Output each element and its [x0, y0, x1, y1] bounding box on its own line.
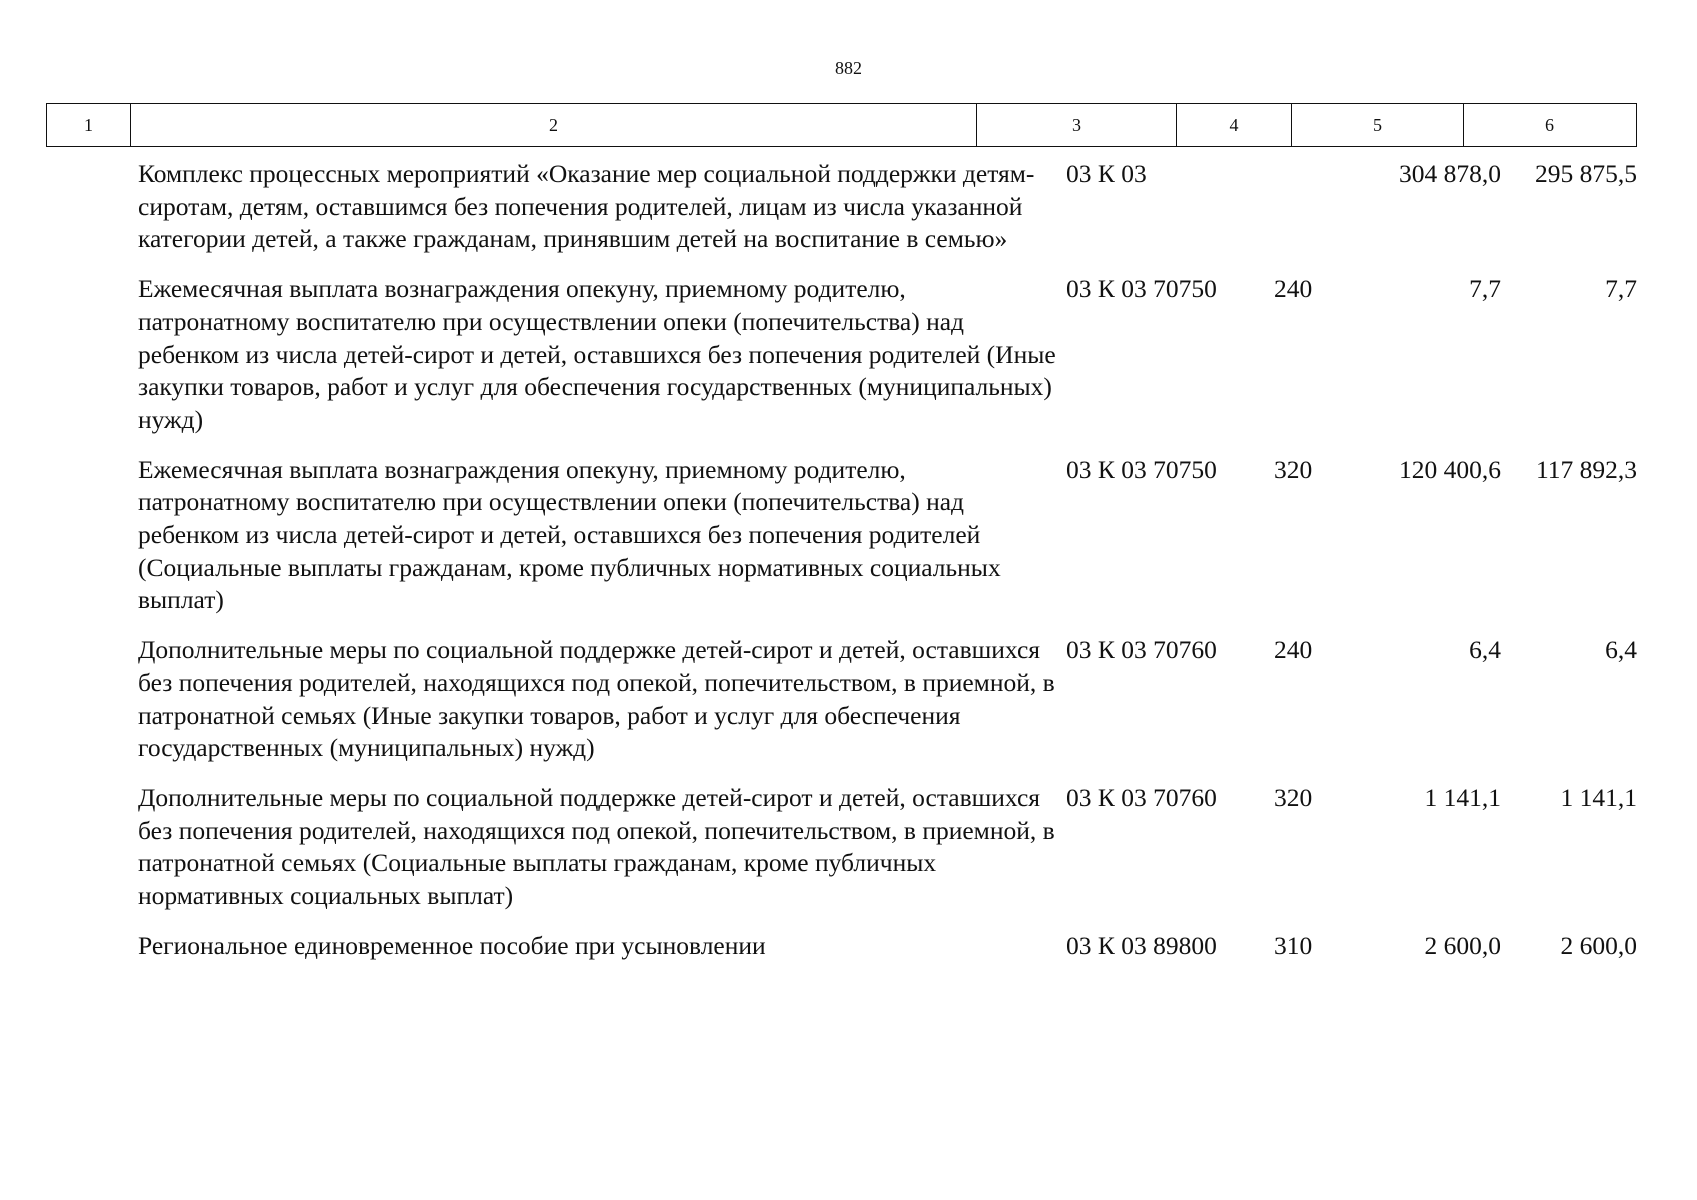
row-code: 03 К 03	[1066, 159, 1147, 188]
header-col-1: 1	[84, 114, 93, 135]
row-sum-col6: 6,4	[1605, 635, 1637, 665]
table-body	[46, 158, 1637, 979]
table-row	[46, 158, 1637, 256]
row-name: Региональное единовременное пособие при усыновлении	[138, 930, 766, 960]
row-code: 03 К 03 70750	[1066, 454, 1217, 484]
row-sum-col5: 7,7	[1469, 274, 1501, 304]
row-expense-type: 320	[1274, 454, 1313, 484]
row-name: Дополнительные меры по социальной поддержке детей-сирот и детей, оставшихся без попечения родителей, находящихся под опекой, попечительством, в приемной, в патронатной семьях (Социальные выплаты гражданам, кроме публичных нормативных социальных выплат)	[138, 782, 1055, 911]
page-number: 882	[835, 58, 862, 78]
table-row	[46, 273, 1637, 437]
table-row	[46, 930, 1637, 963]
row-sum-col5: 6,4	[1469, 635, 1501, 665]
table-row	[46, 634, 1637, 765]
header-col-3: 3	[976, 104, 1176, 146]
row-code: 03 К 03 89800	[1066, 930, 1217, 960]
table-row	[46, 454, 1637, 618]
row-expense-type: 320	[1274, 782, 1313, 812]
row-sum-col5: 2 600,0	[1424, 930, 1501, 960]
row-name: Дополнительные меры по социальной поддержке детей-сирот и детей, оставшихся без попечения родителей, находящихся под опекой, попечительством, в приемной, в патронатной семьях (Иные закупки товаров, работ и услуг для обеспечения государственных (муниципальных) нужд)	[138, 635, 1055, 763]
row-sum-col6: 117 892,3	[1535, 454, 1637, 484]
row-sum-col6: 2 600,0	[1560, 930, 1637, 960]
row-sum-col5: 120 400,6	[1399, 454, 1501, 484]
row-code: 03 К 03 70760	[1066, 635, 1217, 665]
header-col-5: 5	[1291, 104, 1463, 146]
row-sum-col5: 1 141,1	[1424, 782, 1501, 812]
row-expense-type: 310	[1274, 930, 1313, 960]
table-header	[46, 103, 1637, 147]
header-col-6: 6	[1463, 104, 1635, 146]
row-code: 03 К 03 70760	[1066, 782, 1217, 812]
row-expense-type: 240	[1274, 635, 1313, 665]
row-sum-col6: 7,7	[1605, 274, 1637, 304]
row-expense-type	[1261, 158, 1381, 256]
header-col-2: 2	[130, 104, 976, 146]
row-sum-col5: 304 878,0	[1399, 159, 1501, 188]
row-name: Ежемесячная выплата вознаграждения опекуну, приемному родителю, патронатному воспитателю при осуществлении опеки (попечительства) над ребенком из числа детей-сирот и детей, оставшихся без попечения родителей (Иные закупки товаров, работ и услуг для обеспечения государственных (муниципальных) нужд)	[138, 274, 1056, 434]
row-expense-type: 240	[1274, 274, 1313, 304]
row-sum-col6: 1 141,1	[1560, 782, 1637, 812]
row-code: 03 К 03 70750	[1066, 274, 1217, 304]
header-col-4: 4	[1176, 104, 1291, 146]
row-name: Комплекс процессных мероприятий «Оказание мер социальной поддержки детям-сиротам, детям, оставшимся без попечения родителей, лицам из числа указанной категории детей, а также гражданам, принявшим детей на воспитание в семью»	[138, 159, 1035, 254]
table-row	[46, 782, 1637, 913]
row-sum-col6: 295 875,5	[1535, 159, 1637, 188]
row-name: Ежемесячная выплата вознаграждения опекуну, приемному родителю, патронатному воспитателю при осуществлении опеки (попечительства) над ребенком из числа детей-сирот и детей, оставшихся без попечения родителей (Социальные выплаты гражданам, кроме публичных нормативных социальных выплат)	[138, 454, 1001, 615]
